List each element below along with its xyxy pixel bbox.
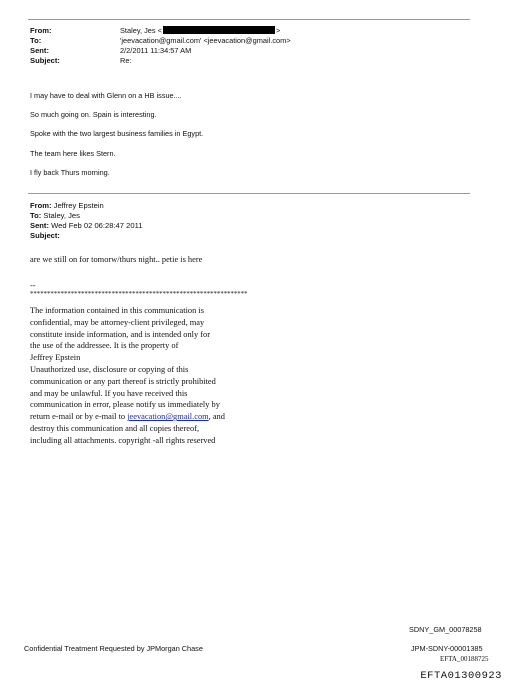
disclaimer-line: and may be unlawful. If you have received this [30, 388, 188, 398]
from-label: From: [30, 26, 52, 35]
quoted-subject-label: Subject: [30, 231, 60, 240]
subject-value: Re: [120, 56, 132, 65]
message-line: The team here likes Stern. [30, 149, 116, 158]
quoted-from-value: Jeffrey Epstein [53, 201, 104, 210]
from-suffix: > [275, 26, 281, 35]
bates-sdny-gm: SDNY_GM_00078258 [409, 625, 482, 634]
disclaimer-line: confidential, may be attorney-client privileged, may [30, 317, 205, 327]
confidential-notice: Confidential Treatment Requested by JPMorgan Chase [24, 644, 203, 653]
to-value: 'jeevacation@gmail.com' <jeevacation@gmail.com> [120, 36, 291, 45]
message-line: I fly back Thurs morning. [30, 168, 110, 177]
message-divider [28, 193, 470, 194]
quoted-to-value: Staley, Jes [43, 211, 80, 220]
signature-dashes: -- [30, 281, 36, 290]
disclaimer-line: The information contained in this communication is [30, 306, 204, 315]
disclaimer-line: Jeffrey Epstein [30, 353, 81, 363]
bates-efta-large: EFTA01300923 [420, 670, 502, 682]
disclaimer-line: the use of the addressee. It is the property of [30, 341, 179, 351]
message-line: I may have to deal with Glenn on a HB issue.... [30, 91, 182, 100]
disclaimer-text: , and [208, 412, 225, 422]
disclaimer-block [30, 305, 225, 447]
redaction-box [163, 26, 275, 34]
from-value [120, 26, 280, 35]
disclaimer-line [30, 411, 225, 423]
message-line: Spoke with the two largest business families in Egypt. [30, 129, 204, 138]
disclaimer-line: communication in error, please notify us immediately by [30, 400, 220, 410]
from-name: Staley, Jes < [120, 26, 162, 35]
sent-label: Sent: [30, 46, 49, 55]
quoted-from [30, 201, 104, 210]
disclaimer-line: destroy this communication and all copies thereof, [30, 423, 200, 433]
quoted-sent [30, 221, 142, 230]
quoted-to-label: To: [30, 211, 42, 220]
top-divider [28, 19, 470, 20]
quoted-from-label: From: [30, 201, 52, 210]
quoted-sent-label: Sent: [30, 221, 49, 230]
disclaimer-line: constitute inside information, and is intended only for [30, 329, 211, 339]
bates-jpm: JPM-SDNY-00001385 [411, 644, 483, 653]
disclaimer-line: Unauthorized use, disclosure or copying of this [30, 364, 189, 374]
quoted-message: are we still on for tomorw/thurs night.. petie is here [30, 255, 203, 264]
bates-efta-small: EFTA_00188725 [440, 655, 489, 663]
quoted-sent-value: Wed Feb 02 06:28:47 2011 [51, 221, 143, 230]
subject-label: Subject: [30, 56, 60, 65]
disclaimer-text: return e-mail or by e-mail to [30, 412, 128, 422]
sent-value: 2/2/2011 11:34:57 AM [120, 46, 192, 55]
quoted-to [30, 211, 80, 220]
disclaimer-line: including all attachments. copyright -all rights reserved [30, 435, 216, 445]
to-label: To: [30, 36, 42, 45]
quoted-subject [30, 231, 60, 240]
message-line: So much going on. Spain is interesting. [30, 110, 157, 119]
email-link[interactable]: jeevacation@gmail.com [127, 412, 209, 422]
disclaimer-line: communication or any part thereof is strictly prohibited [30, 376, 216, 386]
asterisk-separator: **************************************************************** [30, 291, 248, 298]
